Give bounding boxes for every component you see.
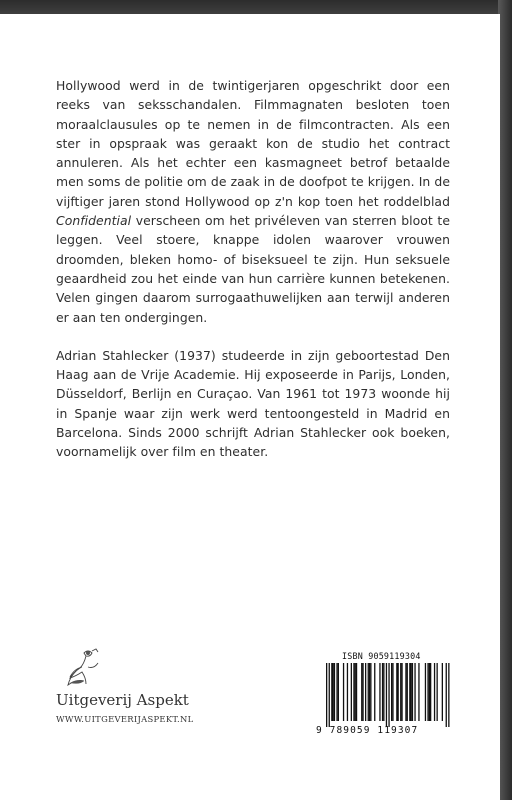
back-cover: [0, 14, 500, 800]
publisher-url: WWW.UITGEVERIJASPEKT.NL: [56, 714, 194, 724]
barcode-bar: [369, 663, 370, 721]
barcode-bar: [434, 663, 435, 721]
barcode-bar: [379, 663, 380, 721]
barcode-bar: [329, 663, 330, 727]
blurb-text: [56, 76, 450, 481]
blurb-paragraph-1-part-b: verscheen om het privéleven van sterren bloot te leggen. Veel stoere, knappe idolen waarover vrouwen droomden, bleken homo- of biseksueel te zijn. Hun seksuele geaardheid zou het einde van hun carrière kunnen betekenen. Velen gingen daarom surrogaathuwelijken aan terwijl anderen er aan ten ondergingen.: [56, 213, 450, 325]
barcode-bar: [414, 663, 415, 721]
barcode-bar: [383, 663, 384, 721]
barcode-bar: [392, 663, 393, 721]
barcode-bar: [326, 663, 327, 727]
barcode-bar: [331, 663, 332, 721]
barcode-bar: [396, 663, 397, 721]
barcode-bar: [353, 663, 354, 721]
barcode-bar: [412, 663, 413, 721]
barcode-bar: [343, 663, 344, 721]
barcode-bar: [400, 663, 401, 721]
barcode-bar: [437, 663, 438, 721]
barcode-bar: [409, 663, 410, 721]
barcode-bar: [418, 663, 419, 721]
barcode-bar: [448, 663, 449, 727]
publisher-logo: [56, 647, 256, 747]
barcode-bar: [430, 663, 431, 721]
barcode-bar: [407, 663, 408, 721]
barcode-bar: [411, 663, 412, 721]
barcode-bar: [401, 663, 402, 721]
barcode-bar: [429, 663, 430, 721]
barcode-area: [316, 651, 456, 741]
blurb-paragraph-1-part-a: Hollywood werd in de twintigerjaren opgeschrikt door een reeks van seksschandalen. Filmmagnaten besloten toen moraalclausules op te nemen in de filmcontracten. Als een ster in opspraak was geraakt kon de studio het contract annuleren. Als het echter een kasmagneet betrof betaalde men soms de politie om de zaak in de doofpot te krijgen. In de vijftiger jaren stond Hollywood op z'n kop toen het roddelblad: [56, 78, 450, 209]
barcode-bar: [425, 663, 426, 721]
author-bio: Adrian Stahlecker (1937) studeerde in zijn geboortestad Den Haag aan de Vrije Academie. Hij exposeerde in Parijs, Londen, Düsseldorf, Berlijn en Curaçao. Van 1961 tot 1973 woonde hij in Spanje waar zijn werk werd tentoongesteld in Madrid en Barcelona. Sinds 2000 schrijft Adrian Stahlecker ook boeken, voornamelijk over film en theater.: [56, 347, 450, 460]
barcode-bar: [365, 663, 366, 721]
barcode-bar: [351, 663, 352, 721]
muse-figure-icon: [62, 647, 102, 691]
ean-barcode: [320, 663, 452, 727]
ean-digits: 9 789059 119307: [316, 725, 419, 736]
barcode-bar: [334, 663, 335, 721]
publisher-name: Uitgeverij Aspekt: [56, 691, 189, 709]
barcode-bar: [361, 663, 362, 721]
barcode-bar: [355, 663, 356, 721]
book-spine-edge: [498, 0, 512, 800]
barcode-bar: [386, 663, 387, 727]
barcode-bar: [405, 663, 406, 721]
magazine-title: Confidential: [56, 213, 132, 229]
barcode-bar: [336, 663, 337, 721]
barcode-bar: [370, 663, 371, 721]
barcode-bar: [374, 663, 375, 721]
blurb-paragraph-1: [56, 76, 450, 327]
barcode-bar: [356, 663, 357, 721]
barcode-bar: [382, 663, 383, 721]
barcode-bar: [446, 663, 447, 727]
barcode-bar: [388, 663, 389, 727]
barcode-bar: [347, 663, 348, 721]
barcode-bar: [368, 663, 369, 721]
isbn-label: ISBN 9059119304: [342, 651, 421, 661]
barcode-bar: [442, 663, 443, 721]
barcode-bar: [362, 663, 363, 721]
barcode-bar: [391, 663, 392, 721]
barcode-bar: [427, 663, 428, 721]
barcode-bar: [398, 663, 399, 721]
barcode-bar: [338, 663, 339, 721]
barcode-bar: [333, 663, 334, 721]
